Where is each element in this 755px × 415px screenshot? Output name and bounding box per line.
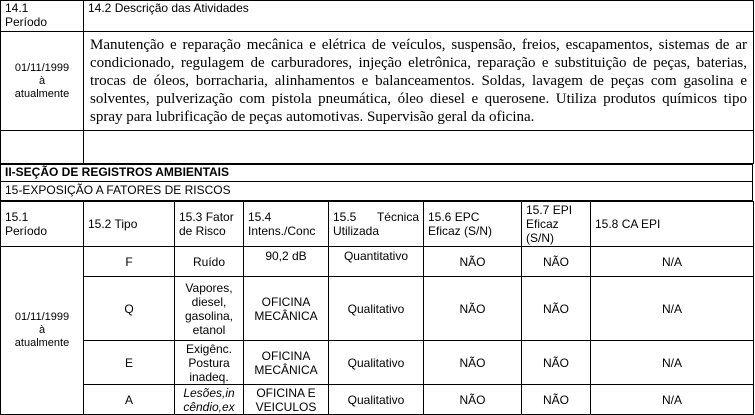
risk-period-cell	[1, 247, 84, 415]
risk-tipo: E	[84, 341, 175, 385]
risk-epi: NÃO	[522, 341, 591, 385]
empty-description-cell	[84, 131, 754, 164]
header-epi-line3: (S/N)	[526, 231, 554, 245]
header-epc-line1: 15.6 EPC	[428, 210, 480, 224]
header-tecnica-word: Técnica	[376, 210, 419, 224]
activities-period-cell	[1, 32, 84, 131]
risk-tecnica: Qualitativo	[329, 277, 424, 341]
risk-epi: NÃO	[522, 247, 591, 277]
header-intens-line2: Intens./Conc	[248, 224, 316, 238]
header-epi-line2: Eficaz	[526, 217, 559, 231]
risk-tipo: Q	[84, 277, 175, 341]
risk-tecnica: Qualitativo	[329, 341, 424, 385]
subsection-title-table	[0, 181, 753, 201]
header-epi	[522, 202, 591, 247]
risk-tipo: A	[84, 385, 175, 415]
risk-intens: OFICINA E VEICULOS	[244, 385, 329, 415]
risk-period-mid: à	[38, 324, 46, 336]
risk-epc: NÃO	[424, 341, 522, 385]
risk-exposure-table	[0, 201, 754, 415]
risk-row	[1, 385, 754, 415]
period-from: 01/11/1999	[14, 61, 70, 74]
risk-fator: Lesões,in cêndio,ex	[175, 385, 244, 415]
period-header-line1: 14.1	[5, 1, 29, 15]
risk-intens: OFICINA MECÂNICA	[244, 341, 329, 385]
risk-epc: NÃO	[424, 385, 522, 415]
header-tecnica	[329, 202, 424, 247]
header-epc-line2: Eficaz (S/N)	[428, 224, 493, 238]
risk-row	[1, 341, 754, 385]
period-header	[1, 1, 84, 32]
period-mid: à	[38, 74, 46, 87]
header-fator-line2: de Risco	[179, 224, 226, 238]
header-tecnica-line2: Utilizada	[333, 224, 380, 238]
risk-intens: OFICINA MECÂNICA	[244, 277, 329, 341]
header-epc	[424, 202, 522, 247]
risk-epc: NÃO	[424, 247, 522, 277]
section-title-table	[0, 164, 753, 182]
header-fator-line1: 15.3 Fator	[179, 210, 234, 224]
header-tipo: 15.2 Tipo	[84, 202, 175, 247]
risk-fator: Exigênc. Postura inadeq.	[175, 341, 244, 385]
header-period-line2: Período	[5, 224, 48, 238]
header-period-line1: 15.1	[5, 210, 29, 224]
risk-tecnica: Quantitativo	[329, 247, 424, 277]
risk-row	[1, 247, 754, 277]
header-intens	[244, 202, 329, 247]
header-tecnica-num: 15.5	[333, 210, 357, 224]
header-ca: 15.8 CA EPI	[591, 202, 754, 247]
activities-description: Manutenção e reparação mecânica e elétrica de veículos, suspensão, freios, escapamentos, sistemas de ar condicionado, regulagem de carburadores, injeção eletrônica, reparação e substituição de peças, baterias, trocas de óleos, borracharia, alinhamentos e balanceamentos. Soldas, lavagem de peças com gasolina e solventes, pulverização com pistola pneumática, óleo diesel e querosene. Utiliza produtos químicos tipo spray para lubrificação de peças automotivas. Supervisão geral da oficina.	[84, 32, 754, 131]
risk-ca: N/A	[591, 247, 754, 277]
risk-epi: NÃO	[522, 277, 591, 341]
risk-ca: N/A	[591, 385, 754, 415]
risk-tecnica: Qualitativo	[329, 385, 424, 415]
header-epi-line1: 15.7 EPI	[526, 203, 573, 217]
risk-ca: N/A	[591, 341, 754, 385]
risk-intens: 90,2 dB	[244, 247, 329, 277]
risk-epi: NÃO	[522, 385, 591, 415]
activities-table	[0, 0, 754, 164]
period-to: atualmente	[14, 87, 70, 100]
empty-period-cell	[1, 131, 84, 164]
risk-fator: Vapores, diesel, gasolina, etanol	[175, 277, 244, 341]
period-header-line2: Período	[5, 15, 48, 29]
risk-ca: N/A	[591, 277, 754, 341]
header-tecnica-line1	[333, 210, 419, 224]
risk-period-from: 01/11/1999	[14, 311, 70, 323]
description-header: 14.2 Descrição das Atividades	[84, 1, 754, 32]
risk-epc: NÃO	[424, 277, 522, 341]
risk-tipo: F	[84, 247, 175, 277]
header-period	[1, 202, 84, 247]
header-fator	[175, 202, 244, 247]
risk-row	[1, 277, 754, 341]
risk-period-to: atualmente	[14, 337, 70, 349]
header-intens-line1: 15.4	[248, 210, 272, 224]
section-title: II-SEÇÃO DE REGISTROS AMBIENTAIS	[1, 165, 753, 182]
subsection-title: 15-EXPOSIÇÃO A FATORES DE RISCOS	[1, 182, 753, 201]
risk-fator: Ruído	[175, 247, 244, 277]
